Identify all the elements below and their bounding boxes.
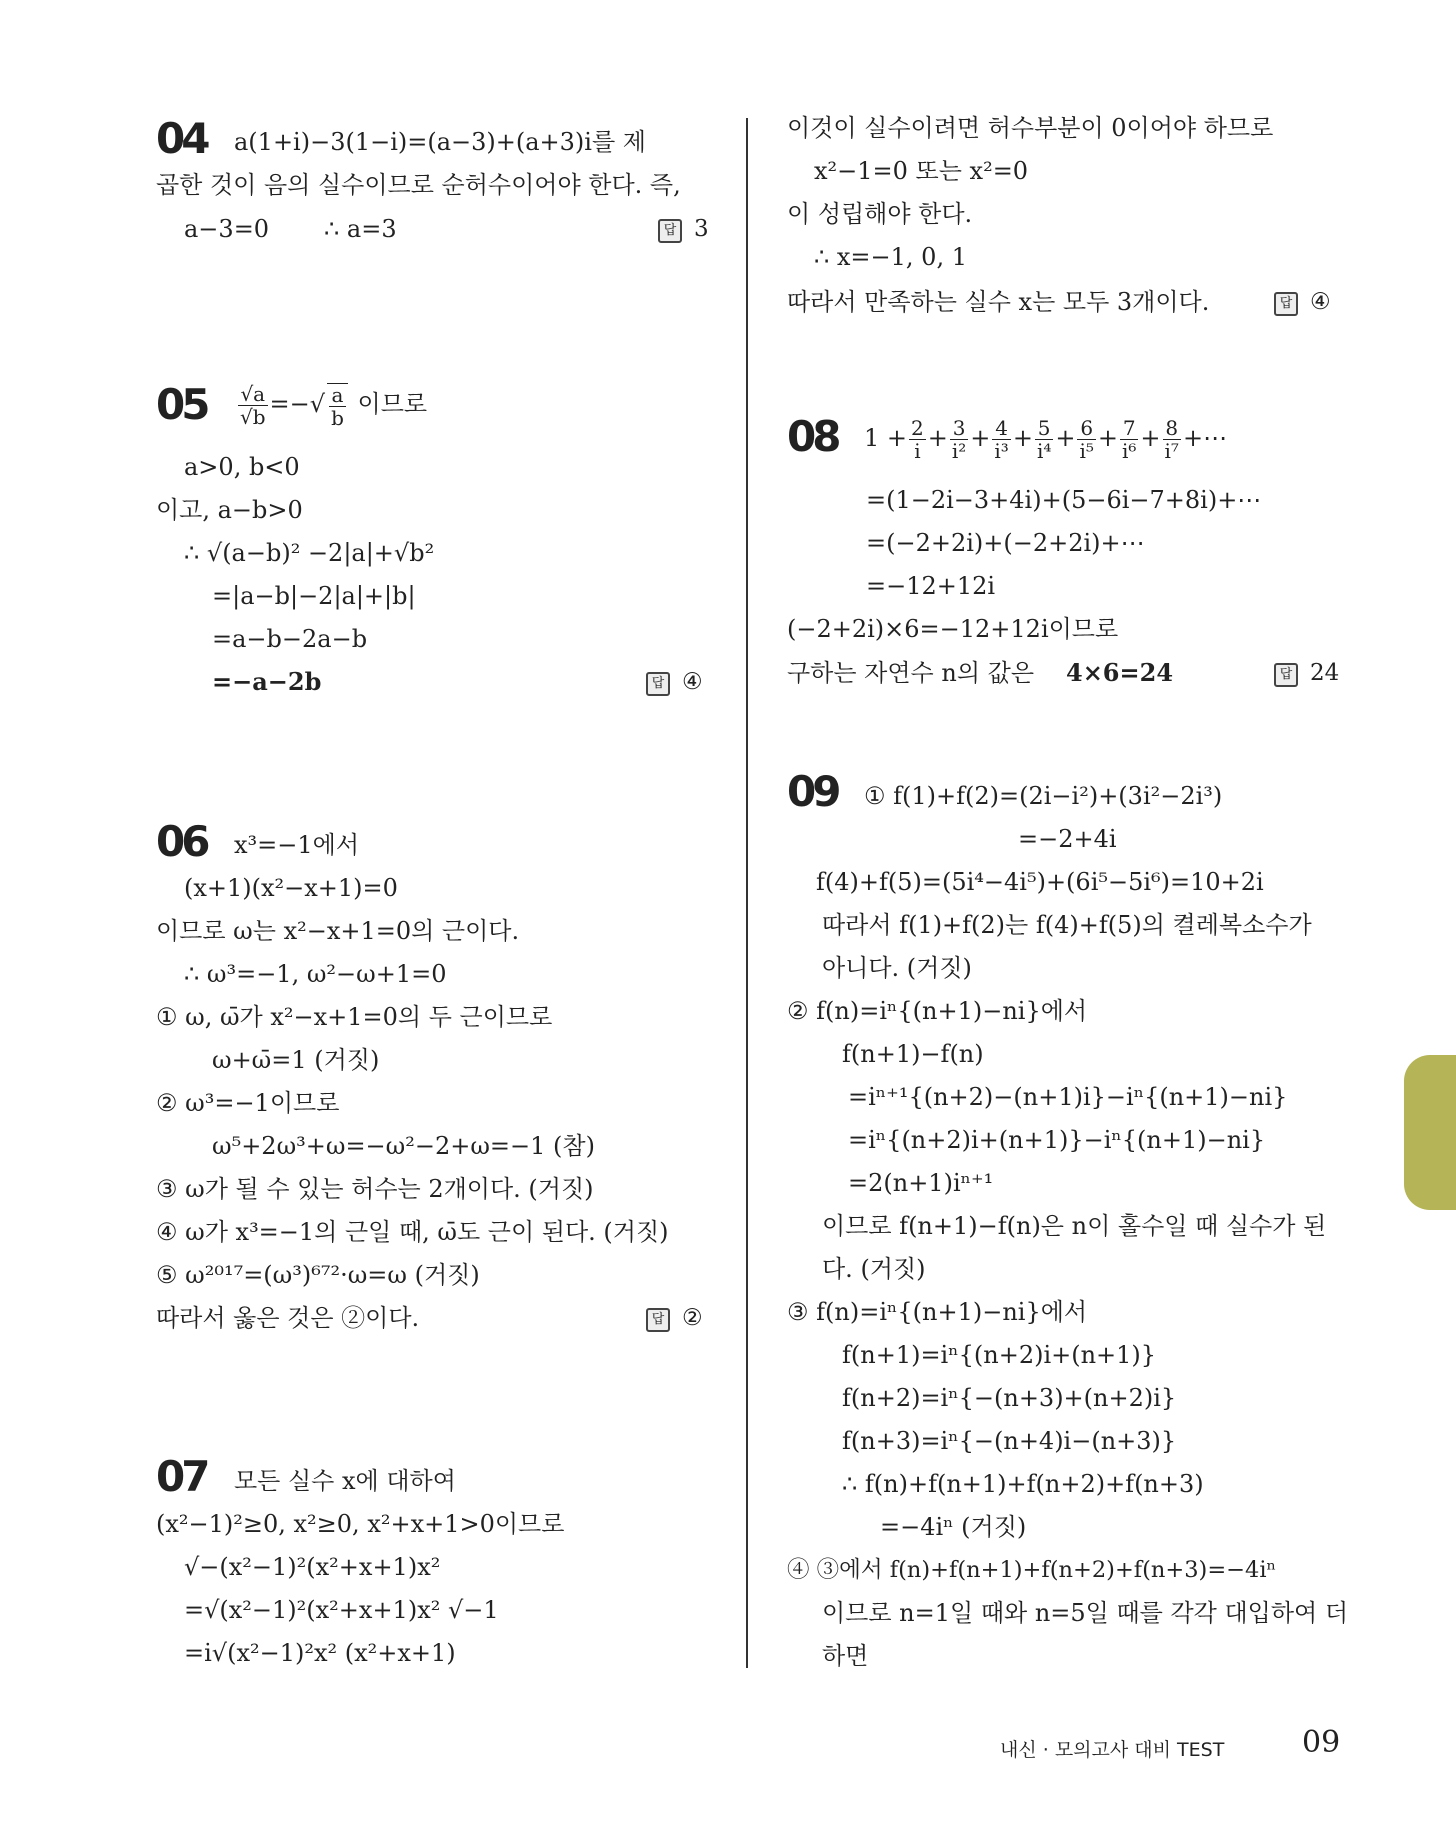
p06-line4: ∴ ω³=−1, ω²−ω+1=0: [184, 960, 447, 988]
p05-answer-value: ④: [682, 669, 703, 695]
p08-term-numerator: 7: [1120, 417, 1138, 440]
p06-line6: ω+ω̄=1 (거짓): [212, 1046, 380, 1074]
p09-line8: =iⁿ⁺¹{(n+2)−(n+1)i}−iⁿ{(n+1)−ni}: [848, 1083, 1288, 1111]
p05-eq: =−: [269, 390, 310, 418]
side-tab: [1404, 1055, 1456, 1210]
p06-line5: ① ω, ω̄가 x²−x+1=0의 두 근이므로: [156, 1003, 553, 1031]
p07-line1: 모든 실수 x에 대하여: [234, 1467, 456, 1495]
p08-term-numerator: 5: [1035, 417, 1053, 440]
p08-plus: +: [927, 424, 948, 452]
p09-line1: ① f(1)+f(2)=(2i−i²)+(3i²−2i³): [864, 782, 1223, 810]
p09-line5: 아니다. (거짓): [822, 954, 972, 982]
p06-line9: ③ ω가 될 수 있는 허수는 2개이다. (거짓): [156, 1175, 594, 1203]
p05-frac1: [238, 383, 268, 428]
p08-term-numerator: 6: [1077, 417, 1095, 440]
p09-line10: =2(n+1)iⁿ⁺¹: [848, 1169, 994, 1197]
p08-term-2: [950, 417, 968, 462]
answer-icon: 답: [1274, 292, 1298, 316]
p08-term-4: [1035, 417, 1053, 462]
p09-line21: 하면: [822, 1642, 869, 1670]
p08-plus: +: [1055, 424, 1076, 452]
p09-line14: f(n+1)=iⁿ{(n+2)i+(n+1)}: [842, 1341, 1157, 1369]
p08-term-denominator: i: [914, 439, 921, 463]
p09-line20: 이므로 n=1일 때와 n=5일 때를 각각 대입하여 더: [822, 1599, 1349, 1627]
p07cont-line5: 따라서 만족하는 실수 x는 모두 3개이다.: [787, 288, 1210, 316]
p05-line2: a>0, b<0: [184, 453, 300, 481]
p07cont-line2: x²−1=0 또는 x²=0: [814, 157, 1029, 185]
p05-answer: [646, 667, 703, 697]
p05-line3: 이고, a−b>0: [156, 496, 303, 524]
p04-line1: a(1+i)−3(1−i)=(a−3)+(a+3)i를 제: [234, 128, 646, 156]
p04-line2: 곱한 것이 음의 실수이므로 순허수이어야 한다. 즉,: [156, 171, 681, 199]
p06-line8: ω⁵+2ω³+ω=−ω²−2+ω=−1 (참): [212, 1132, 595, 1160]
page-number: 09: [1302, 1725, 1341, 1760]
p08-term-1: [909, 417, 926, 462]
p05-line5: =|a−b|−2|a|+|b|: [212, 582, 416, 610]
p08-term-denominator: i⁶: [1122, 439, 1137, 463]
footer-title: 내신 · 모의고사 대비 TEST: [1000, 1739, 1225, 1761]
p06-answer-value: ②: [682, 1305, 703, 1331]
p08-line6b: 4×6=24: [1066, 658, 1174, 687]
p08-term-denominator: i⁵: [1079, 439, 1094, 463]
answer-icon: 답: [658, 219, 682, 243]
p08-term-denominator: i⁴: [1036, 439, 1052, 463]
p08-term-numerator: 3: [950, 417, 968, 440]
p08-line4: =−12+12i: [866, 572, 996, 600]
p05-frac1-num: √a: [238, 383, 268, 406]
p05-line1-suffix: 이므로: [357, 390, 428, 418]
p09-line6: ② f(n)=iⁿ{(n+1)−ni}에서: [787, 997, 1088, 1025]
p08-line6a: 구하는 자연수 n의 값은: [787, 659, 1034, 687]
column-divider: [746, 118, 748, 1668]
p04-answer-value: 3: [694, 216, 709, 242]
p09-line11: 이므로 f(n+1)−f(n)은 n이 홀수일 때 실수가 된: [822, 1212, 1327, 1240]
p09-line17: ∴ f(n)+f(n+1)+f(n+2)+f(n+3): [842, 1470, 1204, 1498]
p06-line11: ⑤ ω²⁰¹⁷=(ω³)⁶⁷²·ω=ω (거짓): [156, 1261, 480, 1289]
problem-number-09: 09: [787, 767, 838, 816]
p08-plus: +: [1012, 424, 1033, 452]
p06-line7: ② ω³=−1이므로: [156, 1089, 340, 1117]
problem-number-05: 05: [156, 380, 207, 429]
p05-frac2: [327, 383, 348, 429]
p09-line19: ④ ③에서 f(n)+f(n+1)+f(n+2)+f(n+3)=−4iⁿ: [787, 1557, 1277, 1583]
answer-icon: 답: [646, 672, 670, 696]
p08-plus: +: [1097, 424, 1118, 452]
p08-line3: =(−2+2i)+(−2+2i)+⋯: [866, 529, 1145, 557]
answer-icon: 답: [1274, 663, 1298, 687]
p09-line7: f(n+1)−f(n): [842, 1040, 984, 1068]
p09-line13: ③ f(n)=iⁿ{(n+1)−ni}에서: [787, 1298, 1088, 1326]
problem-number-04: 04: [156, 114, 207, 163]
p05-line1: [236, 382, 427, 429]
p08-ellipsis: +⋯: [1182, 424, 1228, 452]
p04-answer: [658, 214, 709, 244]
p08-answer-value: 24: [1310, 660, 1340, 686]
p06-line10: ④ ω가 x³=−1의 근일 때, ω̄도 근이 된다. (거짓): [156, 1218, 669, 1246]
p05-frac2-den: b: [331, 405, 344, 430]
p07cont-line1: 이것이 실수이려면 허수부분이 0이어야 하므로: [787, 114, 1274, 142]
p08-plus: +: [970, 424, 991, 452]
p08-term-numerator: 8: [1163, 417, 1181, 440]
p06-line12: 따라서 옳은 것은 ②이다.: [156, 1304, 420, 1332]
p08-line1: [864, 414, 1227, 462]
p08-term-denominator: i⁷: [1164, 439, 1179, 463]
p09-line18: =−4iⁿ (거짓): [880, 1513, 1027, 1541]
p09-line9: =iⁿ{(n+2)i+(n+1)}−iⁿ{(n+1)−ni}: [848, 1126, 1266, 1154]
p09-line2: =−2+4i: [1018, 825, 1117, 853]
p05-line7: =−a−2b: [212, 667, 322, 696]
p07cont-line3: 이 성립해야 한다.: [787, 200, 973, 228]
p05-line6: =a−b−2a−b: [212, 625, 368, 653]
p08-line5: (−2+2i)×6=−12+12i이므로: [787, 615, 1119, 643]
p05-sqrt: √: [309, 390, 326, 418]
p04-line3b: ∴ a=3: [324, 215, 397, 243]
p08-line2: =(1−2i−3+4i)+(5−6i−7+8i)+⋯: [866, 486, 1262, 514]
answer-icon: 답: [646, 1308, 670, 1332]
p09-line4: 따라서 f(1)+f(2)는 f(4)+f(5)의 켤레복소수가: [822, 911, 1312, 939]
p05-line4: ∴ √(a−b)² −2|a|+√b²: [184, 539, 435, 567]
p08-term-3: [992, 417, 1010, 462]
p08-term-6: [1120, 417, 1138, 462]
p06-answer: [646, 1303, 703, 1333]
p08-plus: +: [886, 424, 908, 452]
p08-answer: [1274, 658, 1339, 688]
p08-plus: +: [1140, 424, 1161, 452]
p07-answer-value: ④: [1310, 289, 1331, 315]
problem-number-08: 08: [787, 412, 838, 461]
p07-line5: =i√(x²−1)²x² (x²+x+1): [184, 1639, 456, 1667]
p07-line2: (x²−1)²≥0, x²≥0, x²+x+1>0이므로: [156, 1510, 565, 1538]
p09-line16: f(n+3)=iⁿ{−(n+4)i−(n+3)}: [842, 1427, 1177, 1455]
p06-line2: (x+1)(x²−x+1)=0: [184, 874, 398, 902]
p09-line12: 다. (거짓): [822, 1255, 926, 1283]
p08-term-7: [1163, 417, 1181, 462]
problem-number-06: 06: [156, 817, 207, 866]
p05-frac2-num: a: [329, 384, 346, 407]
p09-line15: f(n+2)=iⁿ{−(n+3)+(n+2)i}: [842, 1384, 1177, 1412]
p07-line4: =√(x²−1)²(x²+x+1)x² √−1: [184, 1596, 499, 1624]
p08-term-numerator: 4: [992, 417, 1010, 440]
p07-answer: [1274, 287, 1331, 317]
p09-line3: f(4)+f(5)=(5i⁴−4i⁵)+(6i⁵−5i⁶)=10+2i: [816, 868, 1264, 896]
p08-term-numerator: 2: [911, 416, 924, 440]
p04-line3a: a−3=0: [184, 215, 270, 243]
problem-number-07: 07: [156, 1452, 207, 1501]
p08-term-5: [1077, 417, 1095, 462]
p08-series-start: 1: [864, 424, 880, 452]
p08-term-denominator: i²: [951, 439, 967, 463]
p06-line1: x³=−1에서: [234, 831, 360, 859]
p07cont-line4: ∴ x=−1, 0, 1: [814, 243, 967, 271]
p08-term-denominator: i³: [994, 439, 1009, 463]
p06-line3: 이므로 ω는 x²−x+1=0의 근이다.: [156, 917, 520, 945]
p05-frac1-den: √b: [240, 405, 266, 429]
p07-line3: √−(x²−1)²(x²+x+1)x²: [184, 1553, 441, 1581]
